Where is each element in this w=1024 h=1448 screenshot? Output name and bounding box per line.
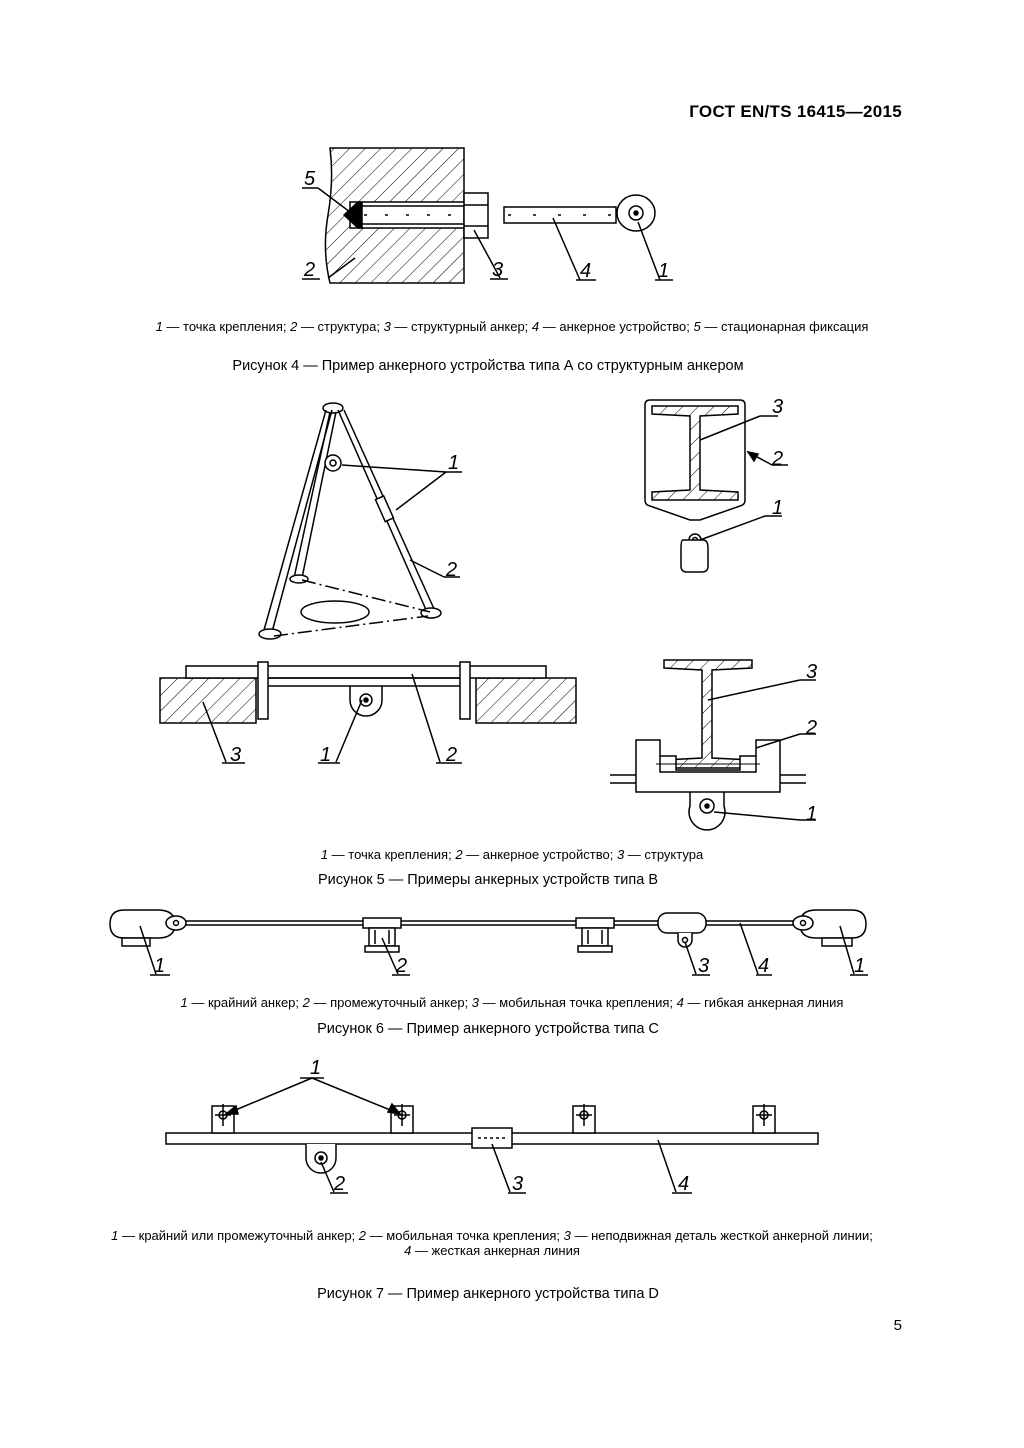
document-header: ГОСТ EN/TS 16415—2015 (689, 102, 902, 121)
fig4-label-2: 2 (304, 259, 316, 281)
fig5-slab-label-1: 1 (320, 744, 332, 766)
fig5-slab-label-3: 3 (230, 744, 242, 766)
fig5-tripod-label-2: 2 (446, 559, 458, 581)
figure5-beam-clamp (610, 660, 816, 830)
figure5-caption: Рисунок 5 — Примеры анкерных устройств типа В (317, 872, 659, 888)
fig6-label-2: 2 (396, 955, 408, 977)
fig6-label-4: 4 (758, 955, 770, 977)
fig6-label-1-left: 1 (154, 955, 166, 977)
figure5-beam-sling (645, 400, 788, 572)
fig5-clamp-label-2: 2 (806, 717, 818, 739)
fig7-label-3: 3 (512, 1173, 524, 1195)
figure7-caption: Рисунок 7 — Пример анкерного устройства типа D (317, 1286, 659, 1302)
fig5-tripod-label-1: 1 (448, 452, 460, 474)
fig7-label-1: 1 (310, 1057, 322, 1079)
fig5-clamp-label-1: 1 (806, 803, 818, 825)
fig5-beam-label-2: 2 (772, 448, 784, 470)
figure7-drawing (166, 1078, 818, 1193)
fig4-label-4: 4 (580, 260, 592, 282)
figure5-tripod (259, 403, 462, 639)
fig5-slab-label-2: 2 (446, 744, 458, 766)
figure4-caption: Рисунок 4 — Пример анкерного устройства типа А со структурным анкером (232, 358, 744, 374)
figure7-legend (40, 1228, 944, 1258)
fig4-label-3: 3 (492, 259, 504, 281)
fig4-label-1: 1 (658, 260, 670, 282)
fig6-label-3: 3 (698, 955, 710, 977)
structural-anchor-nut (464, 193, 488, 238)
fig5-clamp-label-3: 3 (806, 661, 818, 683)
fig4-label-5: 5 (304, 168, 316, 190)
fig7-label-4: 4 (678, 1173, 690, 1195)
figure4-drawing (302, 148, 673, 283)
page-number: 5 (893, 1317, 902, 1334)
fig5-beam-label-1: 1 (772, 497, 784, 519)
figure5-legend: 1 — точка крепления; 2 — анкерное устройство; 3 — структура (320, 847, 704, 862)
fig6-label-1-right: 1 (854, 955, 866, 977)
figure6-legend: 1 — крайний анкер; 2 — промежуточный анкер; 3 — мобильная точка крепления; 4 — гибкая анкерная линия (180, 995, 844, 1010)
figure6-drawing (110, 910, 868, 975)
figure4-legend: 1 — точка крепления; 2 — структура; 3 — структурный анкер; 4 — анкерное устройство; 5 — стационарная фиксация (155, 319, 869, 334)
figure7-legend-line2: 4 — жесткая анкерная линия (404, 1243, 580, 1258)
figure7-legend-line1: 1 — крайний или промежуточный анкер; 2 — мобильная точка крепления; 3 — неподвижная деталь жесткой анкерной линии; (111, 1228, 873, 1243)
figure6-caption: Рисунок 6 — Пример анкерного устройства типа С (317, 1021, 659, 1037)
fig5-beam-label-3: 3 (772, 396, 784, 418)
fig7-label-2: 2 (334, 1173, 346, 1195)
figure5-slab-bridge (160, 662, 576, 763)
